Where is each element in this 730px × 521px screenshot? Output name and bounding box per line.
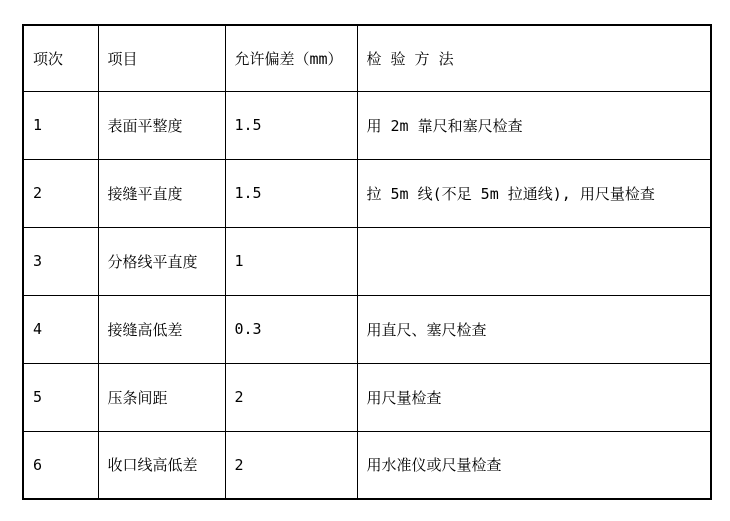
column-header-deviation: 允许偏差（mm） xyxy=(225,25,357,91)
cell-deviation: 1.5 xyxy=(225,159,357,227)
column-header-item: 项目 xyxy=(98,25,225,91)
cell-item: 表面平整度 xyxy=(98,91,225,159)
cell-item: 分格线平直度 xyxy=(98,227,225,295)
table-header-row xyxy=(23,25,711,91)
cell-no: 4 xyxy=(23,295,98,363)
table-row xyxy=(23,159,711,227)
table-row xyxy=(23,91,711,159)
tolerance-spec-table xyxy=(22,24,712,500)
cell-method: 用水准仪或尺量检查 xyxy=(357,431,711,499)
cell-method: 用尺量检查 xyxy=(357,363,711,431)
cell-method: 拉 5m 线(不足 5m 拉通线), 用尺量检查 xyxy=(357,159,711,227)
cell-no: 6 xyxy=(23,431,98,499)
column-header-method: 检 验 方 法 xyxy=(357,25,711,91)
cell-item: 压条间距 xyxy=(98,363,225,431)
cell-deviation: 0.3 xyxy=(225,295,357,363)
cell-deviation: 2 xyxy=(225,363,357,431)
cell-no: 2 xyxy=(23,159,98,227)
cell-no: 3 xyxy=(23,227,98,295)
cell-no: 5 xyxy=(23,363,98,431)
cell-deviation: 1.5 xyxy=(225,91,357,159)
cell-item: 接缝高低差 xyxy=(98,295,225,363)
cell-deviation: 1 xyxy=(225,227,357,295)
cell-item: 接缝平直度 xyxy=(98,159,225,227)
table-row xyxy=(23,363,711,431)
column-header-no: 项次 xyxy=(23,25,98,91)
table-row xyxy=(23,431,711,499)
cell-method: 用 2m 靠尺和塞尺检查 xyxy=(357,91,711,159)
table-row xyxy=(23,227,711,295)
cell-method: 用直尺、塞尺检查 xyxy=(357,295,711,363)
cell-item: 收口线高低差 xyxy=(98,431,225,499)
cell-no: 1 xyxy=(23,91,98,159)
table-row xyxy=(23,295,711,363)
cell-deviation: 2 xyxy=(225,431,357,499)
cell-method xyxy=(357,227,711,295)
